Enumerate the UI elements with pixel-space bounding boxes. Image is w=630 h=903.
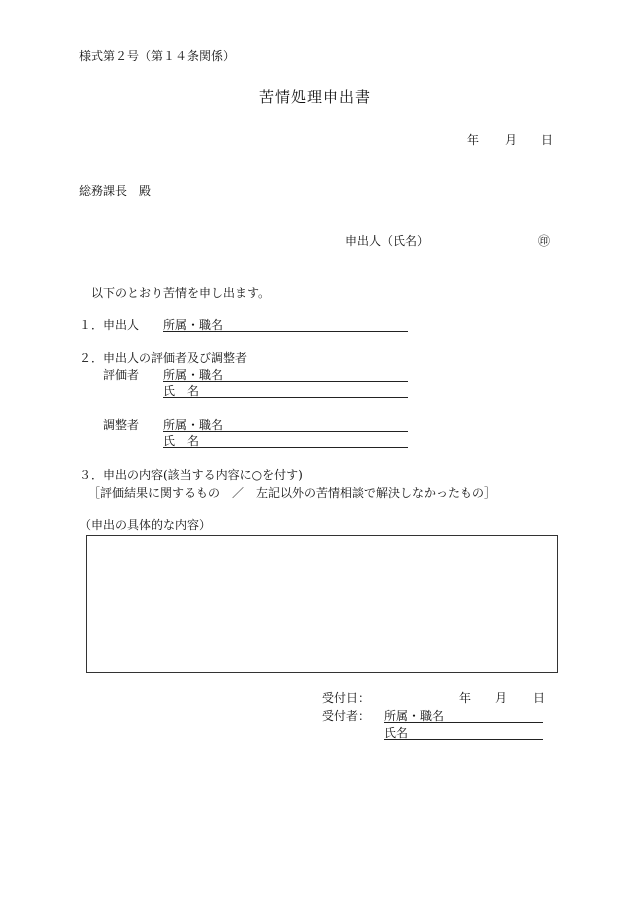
details-label: （申出の具体的な内容）	[79, 518, 212, 532]
date-day-label: 日	[541, 133, 554, 147]
receipt-year-label: 年	[459, 691, 472, 705]
section2-heading: ２．申出人の評価者及び調整者	[79, 351, 248, 365]
section3-options[interactable]: ［評価結果に関するもの ／ 左記以外の苦情相談で解決しなかったもの］	[88, 486, 497, 500]
addressee: 総務課長 殿	[79, 184, 152, 198]
adjuster-label: 調整者	[103, 418, 140, 432]
details-textbox[interactable]	[86, 535, 558, 673]
section1-field-line[interactable]	[163, 331, 408, 332]
receiver-field1-label: 所属・職名	[384, 709, 445, 723]
receipt-day-label: 日	[533, 691, 546, 705]
receipt-month-label: 月	[495, 691, 508, 705]
adjuster-field1-label: 所属・職名	[163, 418, 224, 432]
document-title: 苦情処理申出書	[259, 88, 372, 106]
seal-icon: ㊞	[538, 234, 551, 248]
intro-text: 以下のとおり苦情を申し出ます。	[91, 286, 271, 300]
evaluator-field1-line[interactable]	[163, 381, 408, 382]
evaluator-field2-label: 氏 名	[163, 384, 200, 398]
date-year-label: 年	[467, 133, 480, 147]
evaluator-field2-line[interactable]	[163, 397, 408, 398]
adjuster-field2-line[interactable]	[163, 447, 408, 448]
evaluator-label: 評価者	[103, 368, 140, 382]
evaluator-field1-label: 所属・職名	[163, 368, 224, 382]
receiver-field2-label: 氏名	[384, 726, 409, 740]
section1-heading: １．申出人	[79, 318, 140, 332]
applicant-name-label: 申出人（氏名）	[345, 234, 430, 248]
form-number: 様式第２号（第１４条関係）	[79, 49, 236, 63]
receiver-label: 受付者：	[322, 709, 371, 723]
adjuster-field1-line[interactable]	[163, 431, 408, 432]
receiver-field2-line[interactable]	[384, 739, 543, 740]
section1-field-label: 所属・職名	[163, 318, 224, 332]
adjuster-field2-label: 氏 名	[163, 434, 200, 448]
receiver-field1-line[interactable]	[384, 722, 543, 723]
receipt-date-label: 受付日：	[322, 691, 371, 705]
section3-heading: ３．申出の内容(該当する内容に○を付す)	[79, 468, 303, 482]
date-month-label: 月	[505, 133, 518, 147]
